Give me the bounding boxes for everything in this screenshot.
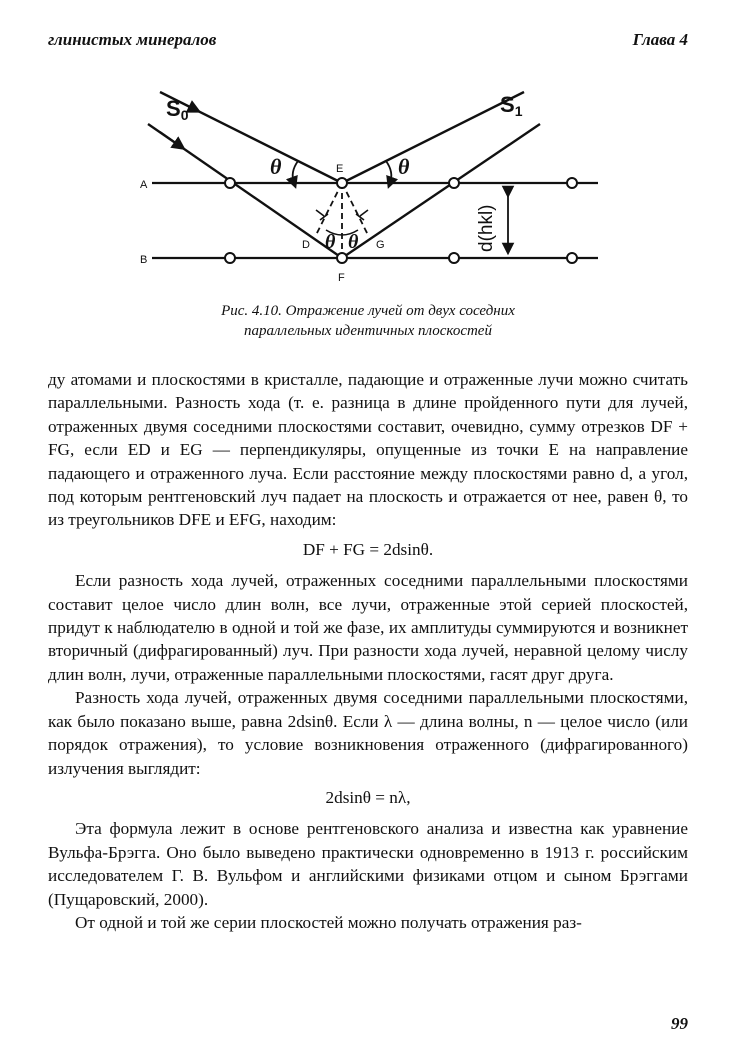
angle-arc-incident [293,161,298,183]
paragraph-2: Если разность хода лучей, отраженных соседними параллельными плоскостями составит целое число длин волн, все лучи, отраженные этой серией плоскостей, придут к наблюдателю в одной и той же фазе, их амплитуды суммируются и возникнет вторичный (дифрагированный) луч. При разности хода лучей, неравной целому числу длин волн, лучи, отраженные параллельными плоскостями, гасят друг друга. [48,571,688,684]
paragraph-3: Разность хода лучей, отраженных двумя соседними параллельными плоскостями, как было показано выше, равна 2dsinθ. Если λ — длина волны, n — целое число (или порядок отражения), то условие возникновения отраженного (дифрагированного) излучения выглядит: [48,688,688,778]
label-plane-b: B [140,254,148,266]
angle-arc-reflected [386,161,391,183]
paragraph-4: Эта формула лежит в основе рентгеновского анализа и известна как уравнение Вульфа-Брэгга. Оно было выведено практически одновременно в 1913 г. российским исследователем Г. В. Вульфом и английскими физиками отцом и сыном Брэггами (Пущаровский, 2000). [48,819,688,909]
label-e: E [336,163,344,175]
formula-path-difference: DF + FG = 2dsinθ. [302,539,434,559]
perpendicular-eg [342,183,368,235]
paragraph-5: От одной и той же серии плоскостей можно получать отражения раз- [75,912,582,932]
reflected-ray-2 [342,124,540,258]
atom-b2 [337,253,347,263]
paragraph-1: ду атомами и плоскостями в кристалле, падающие и отраженные лучи можно считать параллельными. Разность хода (т. е. разница в длине пройденного пути для лучей, отраженных двумя соседними плоскостями составит, очевидно, сумму отрезков DF + FG, если ED и EG — перпендикуляры, опущенные из точки E на направление падающего и отраженного луча. Если расстояние между плоскостями равно d, а угол, под которым рентгеновский луч падает на плоскость и отражается от нее, равен θ, то из треугольников DFE и EFG, находим: [48,370,688,530]
label-g: G [376,239,385,251]
bragg-diagram-svg [120,82,620,292]
label-dhkl: d(hkl) [476,204,497,252]
label-s1: S1 [500,92,523,119]
right-angle-g [356,210,368,220]
label-plane-a: A [140,179,148,191]
label-d: D [302,239,310,251]
perpendicular-ed [316,183,342,235]
label-theta-left: θ [270,154,282,179]
running-header [48,30,688,54]
label-f: F [338,272,345,284]
label-theta-bottom-right: θ [348,231,359,253]
atom-a3 [449,178,459,188]
atom-a4 [567,178,577,188]
atom-b4 [567,253,577,263]
body-text [48,368,688,934]
atom-a2 [337,178,347,188]
running-header-left: глинистых минералов [48,30,217,49]
incident-ray-2-arrow [160,132,180,146]
bragg-diagram [120,82,620,292]
atom-a1 [225,178,235,188]
caption-line-1: Рис. 4.10. Отражение лучей от двух соседних [221,303,515,319]
atom-b3 [449,253,459,263]
label-s0: S0 [166,96,189,123]
label-theta-right: θ [398,154,410,179]
right-angle-d [316,210,328,220]
reflected-ray-1 [342,92,524,183]
formula-bragg: 2dsinθ = nλ, [325,787,411,807]
running-header-right: Глава 4 [632,30,688,49]
figure-caption [48,301,688,341]
page-number: 99 [671,1014,688,1033]
caption-line-2: параллельных идентичных плоскостей [244,323,492,339]
label-theta-bottom-left: θ [325,231,336,253]
atom-b1 [225,253,235,263]
